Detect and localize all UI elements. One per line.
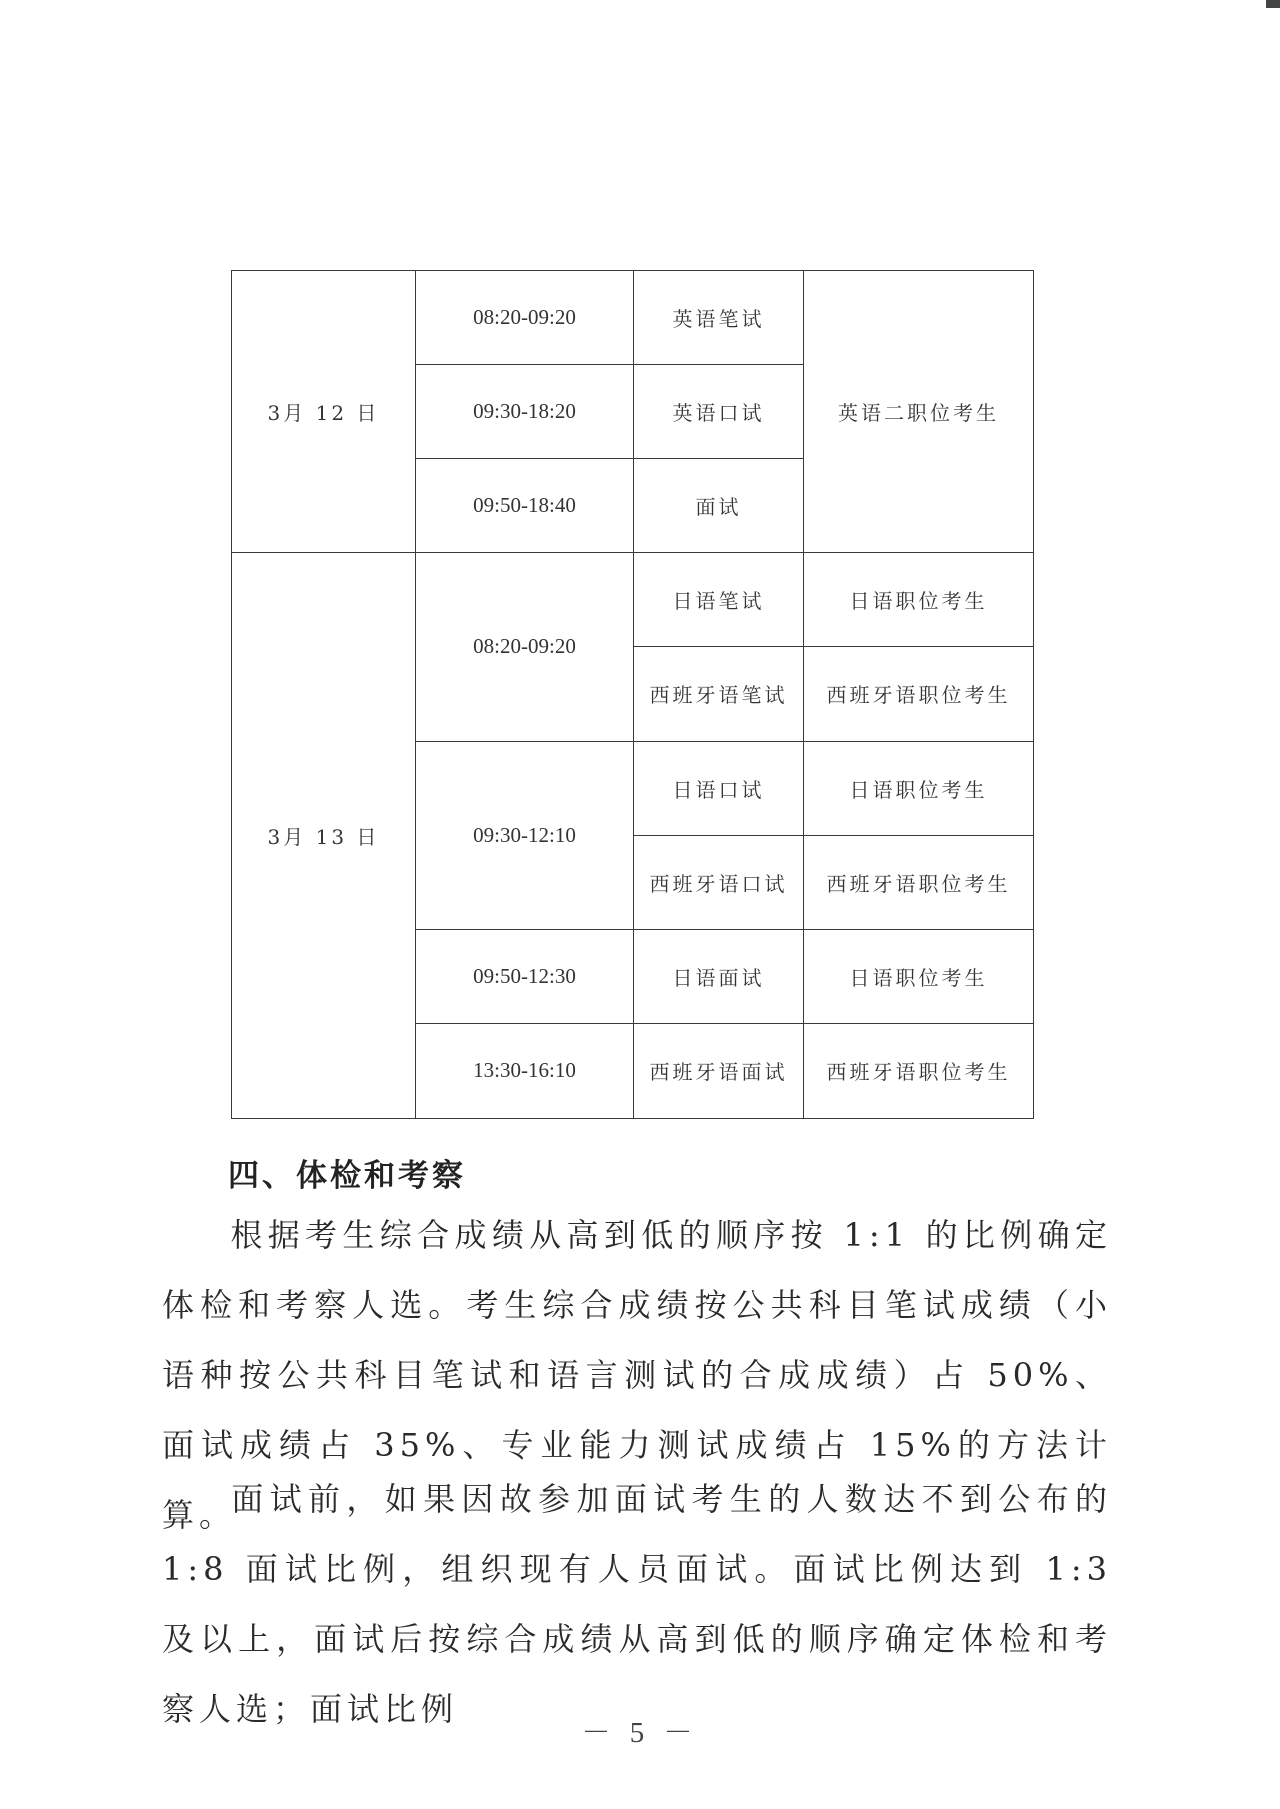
paragraph-text: 根据考生综合成绩从高到低的顺序按 1:1 的比例确定体检和考察人选。考生综合成绩按公共科目笔试成绩（小语种按公共科目笔试和语言测试的合成成绩）占 50%、面试成绩占 35%、专业能力测试成绩占 15%的方法计算。 — [162, 1216, 1112, 1534]
date-cell: 3月 13 日 — [232, 553, 416, 1119]
candidates-cell: 英语二职位考生 — [804, 271, 1034, 553]
scan-edge-mark — [1266, 0, 1280, 8]
candidates-cell: 西班牙语职位考生 — [804, 1023, 1034, 1118]
table-row — [232, 553, 1034, 647]
date-cell: 3月 12 日 — [232, 271, 416, 553]
candidates-cell: 日语职位考生 — [804, 553, 1034, 647]
subject-cell: 面试 — [634, 459, 804, 553]
time-cell: 09:30-18:20 — [416, 365, 634, 459]
subject-cell: 西班牙语面试 — [634, 1023, 804, 1118]
subject-cell: 日语笔试 — [634, 553, 804, 647]
paragraph — [162, 1464, 1112, 1744]
paragraph-text: 面试前，如果因故参加面试考生的人数达不到公布的 1:8 面试比例，组织现有人员面试。面试比例达到 1:3 及以上，面试后按综合成绩从高到低的顺序确定体检和考察人选；面试比例 — [162, 1480, 1112, 1728]
subject-cell: 西班牙语笔试 — [634, 647, 804, 741]
table-row — [232, 271, 1034, 365]
exam-schedule-table — [231, 270, 1034, 1119]
subject-cell: 日语口试 — [634, 741, 804, 835]
time-cell: 09:50-12:30 — [416, 929, 634, 1023]
time-cell: 09:50-18:40 — [416, 459, 634, 553]
page-number: － 5 － — [581, 1717, 699, 1749]
time-cell: 08:20-09:20 — [416, 271, 634, 365]
candidates-cell: 西班牙语职位考生 — [804, 647, 1034, 741]
candidates-cell: 日语职位考生 — [804, 929, 1034, 1023]
subject-cell: 日语面试 — [634, 929, 804, 1023]
candidates-cell: 西班牙语职位考生 — [804, 835, 1034, 929]
subject-cell: 英语笔试 — [634, 271, 804, 365]
time-cell: 13:30-16:10 — [416, 1023, 634, 1118]
time-cell: 09:30-12:10 — [416, 741, 634, 929]
time-cell: 08:20-09:20 — [416, 553, 634, 741]
section-heading: 四、体检和考察 — [228, 1158, 466, 1194]
subject-cell: 西班牙语口试 — [634, 835, 804, 929]
candidates-cell: 日语职位考生 — [804, 741, 1034, 835]
subject-cell: 英语口试 — [634, 365, 804, 459]
